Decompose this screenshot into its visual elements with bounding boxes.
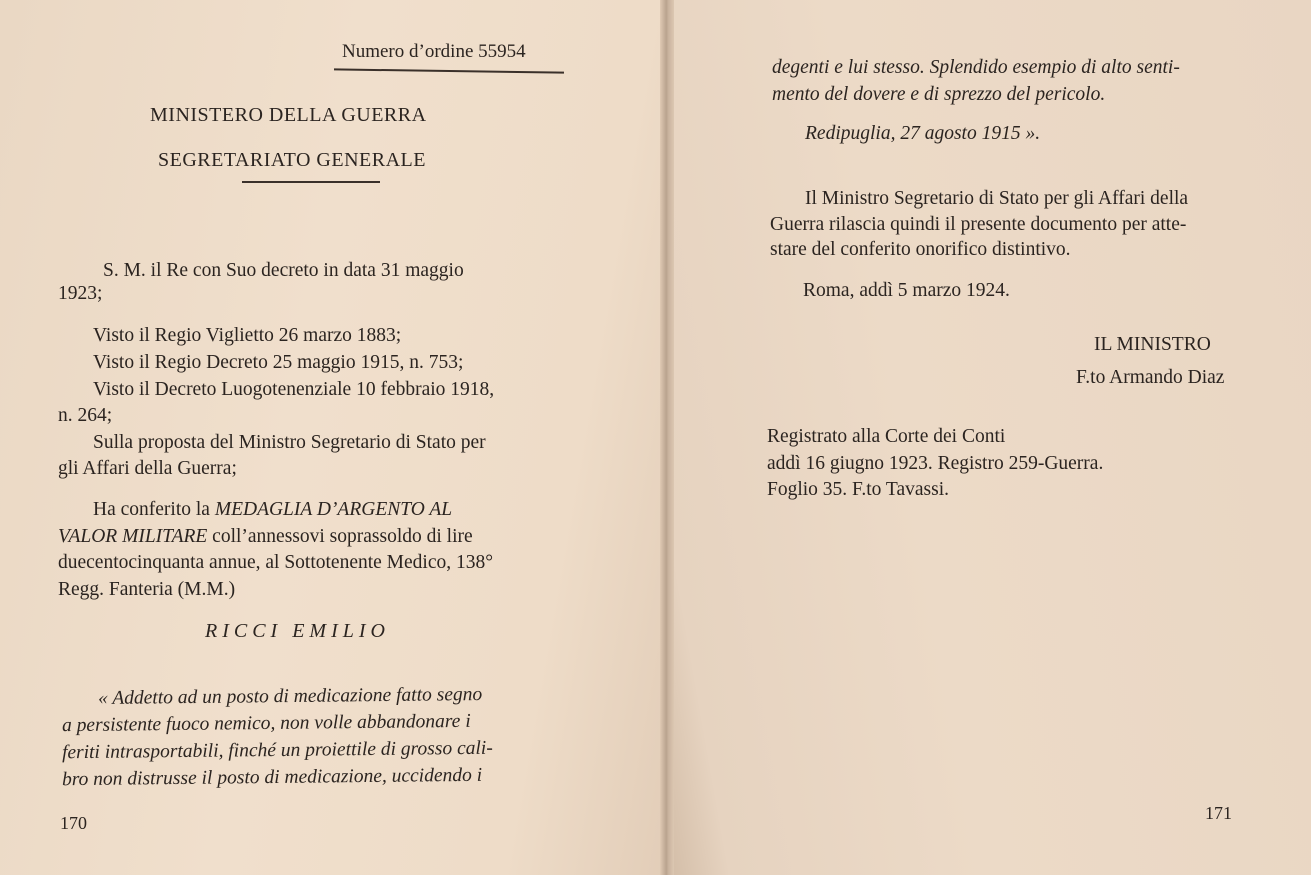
signature-name: F.to Armando Diaz (1076, 367, 1225, 388)
conferito-line-1-plain: Ha conferito la (93, 499, 215, 520)
registry-line-2: addì 16 giugno 1923. Registro 259-Guerra. (767, 453, 1104, 474)
visto-line-1: Visto il Regio Viglietto 26 marzo 1883; (93, 325, 402, 346)
conferito-line-1 (93, 497, 452, 523)
decree-line-1: S. M. il Re con Suo decreto in data 31 maggio (103, 260, 464, 281)
citation-line-6: mento del dovere e di sprezzo del pericolo. (772, 84, 1106, 105)
minister-line-3: stare del conferito onorifico distintivo. (770, 239, 1071, 260)
visto-line-2: Visto il Regio Decreto 25 maggio 1915, n. 753; (93, 352, 464, 373)
citation-line-5: degenti e lui stesso. Splendido esempio di alto senti- (772, 57, 1180, 78)
heading-rule (242, 181, 380, 183)
page-number-right: 171 (1205, 803, 1232, 823)
registry-line-1: Registrato alla Corte dei Conti (767, 426, 1006, 447)
signature-title: IL MINISTRO (1094, 334, 1211, 355)
recipient-name: RICCI EMILIO (205, 620, 390, 642)
citation-line-1: « Addetto ad un posto di medicazione fatto segno (97, 683, 483, 710)
conferito-line-4: Regg. Fanteria (M.M.) (58, 579, 236, 600)
order-number-underline (334, 68, 564, 73)
proposta-line-1: Sulla proposta del Ministro Segretario di Stato per (93, 432, 486, 453)
rome-date: Roma, addì 5 marzo 1924. (803, 280, 1010, 301)
citation-line-2: a persistente fuoco nemico, non volle abbandonare i (61, 710, 471, 737)
minister-line-2: Guerra rilascia quindi il presente documento per atte- (770, 214, 1187, 235)
conferito-line-2 (58, 524, 473, 550)
visto-line-4: n. 264; (58, 405, 113, 426)
conferito-line-2-plain: coll’annessovi soprassoldo di lire (207, 526, 473, 547)
ministry-heading: MINISTERO DELLA GUERRA (150, 104, 427, 126)
conferito-line-3: duecentocinquanta annue, al Sottotenente Medico, 138° (58, 552, 494, 573)
minister-line-1: Il Ministro Segretario di Stato per gli Affari della (805, 188, 1189, 209)
visto-line-3: Visto il Decreto Luogotenenziale 10 febbraio 1918, (93, 379, 495, 400)
citation-line-4: bro non distrusse il posto di medicazione, uccidendo i (61, 764, 483, 791)
registry-line-3: Foglio 35. F.to Tavassi. (767, 479, 949, 500)
citation-line-3: feriti intrasportabili, finché un proiettile di grosso cali- (61, 737, 493, 764)
decree-line-2: 1923; (58, 283, 103, 304)
medal-name-part-1: MEDAGLIA D’ARGENTO AL (214, 499, 453, 520)
order-number: Numero d’ordine 55954 (342, 41, 526, 62)
proposta-line-2: gli Affari della Guerra; (58, 458, 237, 479)
book-gutter (660, 0, 674, 875)
right-page (666, 0, 1311, 875)
medal-name-part-2: VALOR MILITARE (58, 526, 208, 547)
page-number-left: 170 (60, 813, 87, 833)
secretariat-heading: SEGRETARIATO GENERALE (158, 149, 426, 171)
citation-place-date: Redipuglia, 27 agosto 1915 ». (805, 123, 1041, 144)
